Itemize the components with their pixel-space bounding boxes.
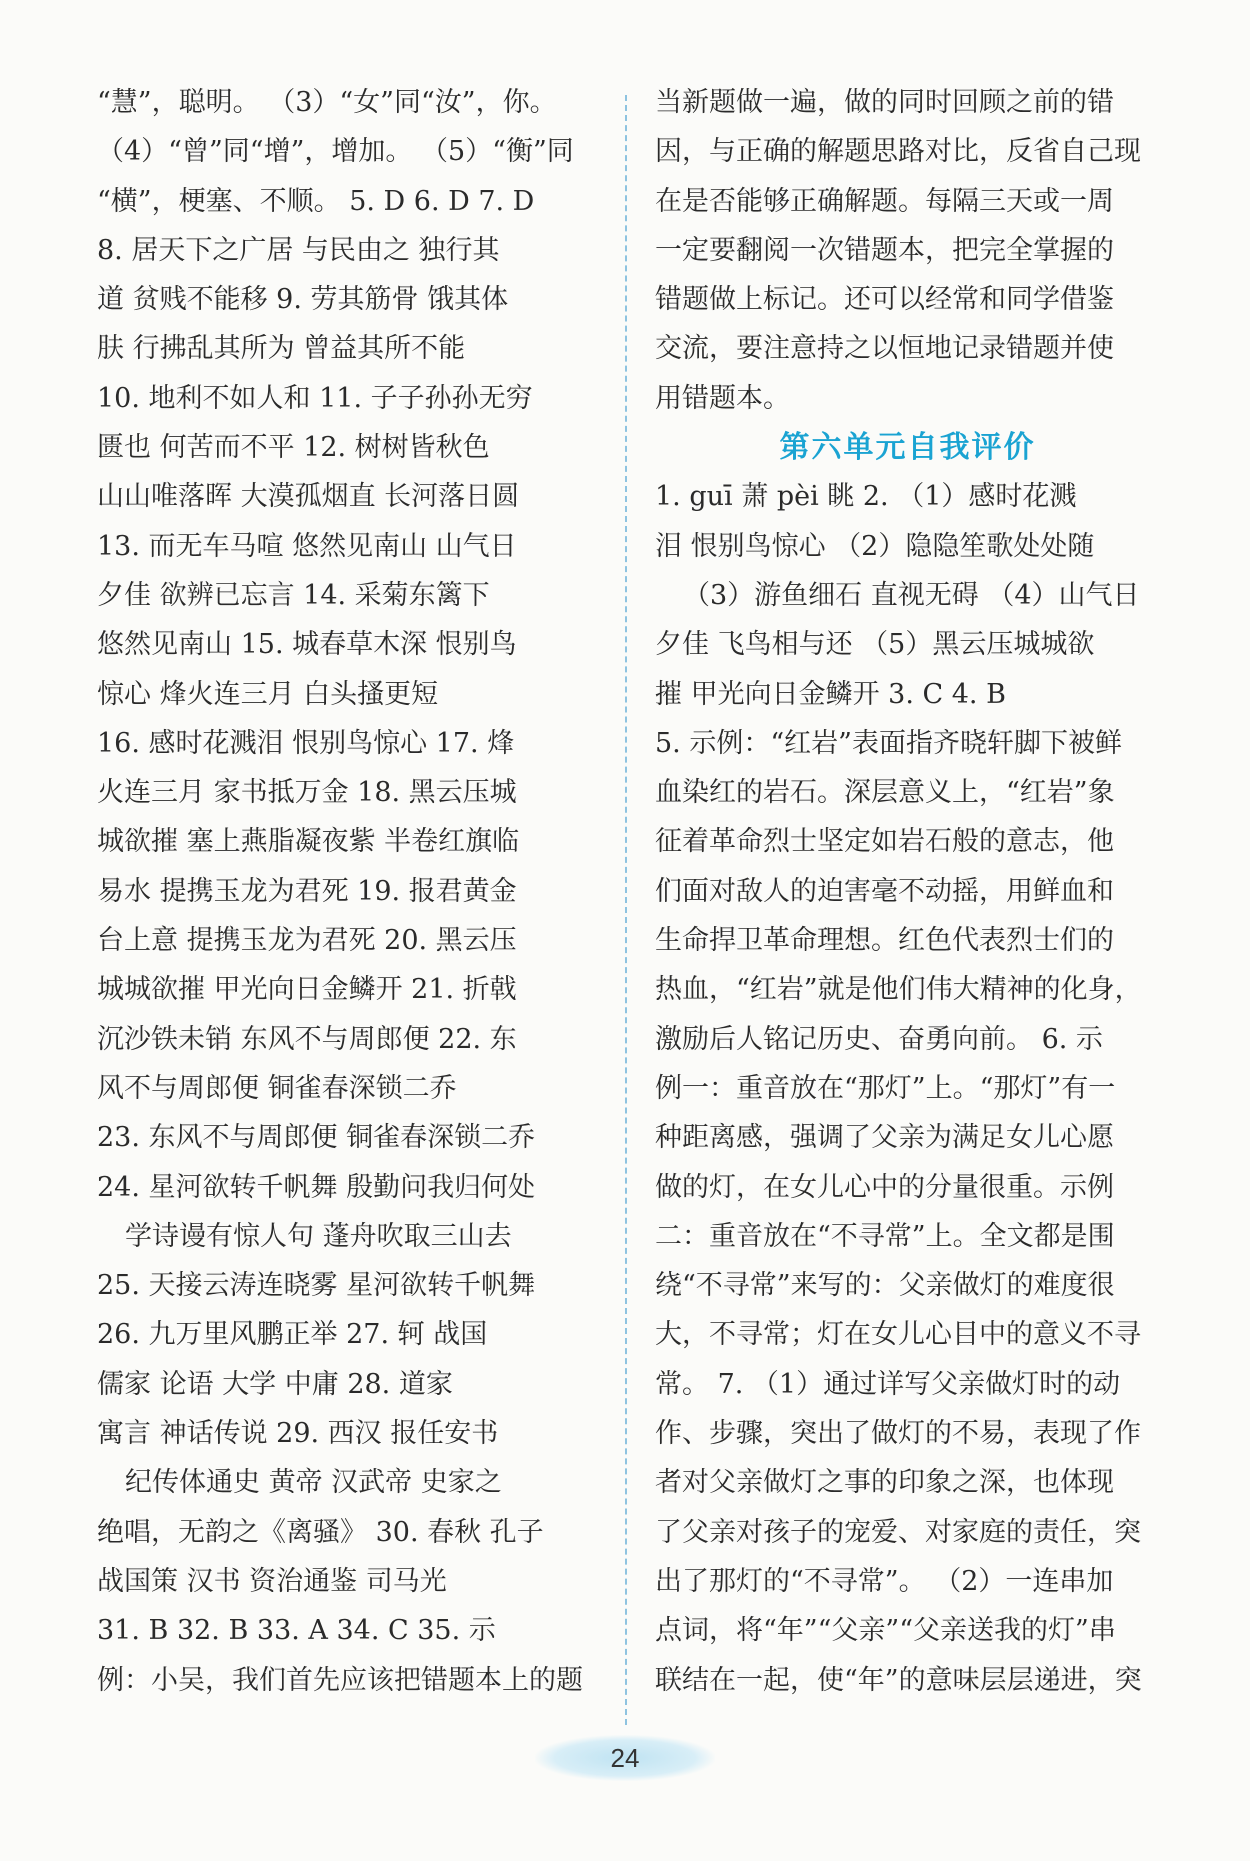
text-line: （4）“曾”同“增”，增加。 （5）“衡”同 [97, 136, 574, 168]
text-line: 联结在一起，使“年”的意味层层递进，突 [655, 1664, 1142, 1696]
text-line: 一定要翻阅一次错题本，把完全掌握的 [655, 234, 1114, 266]
text-line: 夕佳 飞鸟相与还 （5）黑云压城城欲 [655, 629, 1095, 661]
text-line: 做的灯，在女儿心中的分量很重。示例 [655, 1171, 1114, 1203]
text-line: 在是否能够正确解题。每隔三天或一周 [655, 185, 1114, 217]
text-line: 绝唱，无韵之《离骚》 30. 春秋 孔子 [97, 1516, 544, 1548]
text-line: 二：重音放在“不寻常”上。全文都是围 [655, 1220, 1115, 1252]
text-line: 例：小吴，我们首先应该把错题本上的题 [97, 1664, 583, 1696]
text-line: 儒家 论语 大学 中庸 28. 道家 [97, 1368, 453, 1400]
right-column-top-block [655, 78, 1160, 423]
left-text-column [97, 78, 602, 1705]
text-line: （3）游鱼细石 直视无碍 （4）山气日 [683, 579, 1140, 611]
text-line: 泪 恨别鸟惊心 （2）隐隐笙歌处处随 [655, 530, 1095, 562]
text-line: 夕佳 欲辨已忘言 14. 采菊东篱下 [97, 579, 490, 611]
text-line: 绕“不寻常”来写的：父亲做灯的难度很 [655, 1270, 1115, 1302]
text-line: 匮也 何苦而不平 12. 树树皆秋色 [97, 432, 490, 464]
text-line: 山山唯落晖 大漠孤烟直 长河落日圆 [97, 481, 520, 513]
text-line: 当新题做一遍，做的同时回顾之前的错 [655, 87, 1114, 118]
text-line: 了父亲对孩子的宠爱、对家庭的责任，突 [655, 1516, 1141, 1548]
text-line: 13. 而无车马喧 悠然见南山 山气日 [97, 530, 517, 562]
text-line: “慧”，聪明。 （3）“女”同“汝”，你。 [97, 87, 557, 118]
text-line: 们面对敌人的迫害毫不动摇，用鲜血和 [655, 875, 1114, 907]
text-line: 热血，“红岩”就是他们伟大精神的化身， [655, 974, 1142, 1006]
text-line: 作、步骤，突出了做灯的不易，表现了作 [655, 1418, 1141, 1450]
text-line: 点词，将“年”“父亲”“父亲送我的灯”串 [655, 1615, 1116, 1647]
text-line: 道 贫贱不能移 9. 劳其筋骨 饿其体 [97, 284, 509, 316]
text-line: 种距离感，强调了父亲为满足女儿心愿 [655, 1122, 1114, 1154]
text-line: 易水 提携玉龙为君死 19. 报君黄金 [97, 875, 517, 907]
text-line: 战国策 汉书 资治通鉴 司马光 [97, 1565, 447, 1597]
text-line: 10. 地利不如人和 11. 子子孙孙无穷 [97, 382, 533, 414]
text-line: 错题做上标记。还可以经常和同学借鉴 [655, 284, 1114, 316]
text-line: 风不与周郎便 铜雀春深锁二乔 [97, 1072, 457, 1104]
text-line: 24. 星河欲转千帆舞 殷勤问我归何处 [97, 1171, 536, 1203]
text-line: 出了那灯的“不寻常”。 （2）一连串加 [655, 1565, 1114, 1597]
text-line: 台上意 提携玉龙为君死 20. 黑云压 [97, 925, 517, 957]
text-line: 1. guī 萧 pèi 眺 2. （1）感时花溅 [655, 481, 1077, 513]
text-line: 血染红的岩石。深层意义上，“红岩”象 [655, 777, 1115, 809]
text-line: 征着革命烈士坚定如岩石般的意志，他 [655, 826, 1114, 858]
text-line: 16. 感时花溅泪 恨别鸟惊心 17. 烽 [97, 727, 515, 759]
right-column-bottom-block [655, 472, 1160, 1704]
text-line: 25. 天接云涛连晓雾 星河欲转千帆舞 [97, 1270, 536, 1302]
text-line: 摧 甲光向日金鳞开 3. C 4. B [655, 678, 1006, 710]
text-line: 沉沙铁未销 东风不与周郎便 22. 东 [97, 1023, 517, 1055]
text-line: 26. 九万里风鹏正举 27. 轲 战国 [97, 1319, 488, 1351]
text-line: 生命捍卫革命理想。红色代表烈士们的 [655, 925, 1114, 957]
text-line: 者对父亲做灯之事的印象之深，也体现 [655, 1467, 1114, 1499]
text-line: 5. 示例：“红岩”表面指齐晓轩脚下被鲜 [655, 727, 1122, 759]
text-line: 用错题本。 [655, 382, 790, 414]
text-line: “横”，梗塞、不顺。 5. D 6. D 7. D [97, 185, 535, 217]
text-line: 8. 居天下之广居 与民由之 独行其 [97, 234, 500, 266]
text-line: 寓言 神话传说 29. 西汉 报任安书 [97, 1418, 499, 1450]
text-line: 因，与正确的解题思路对比，反省自己现 [655, 136, 1141, 168]
text-line: 31. B 32. B 33. A 34. C 35. 示 [97, 1615, 496, 1647]
text-line: 例一：重音放在“那灯”上。“那灯”有一 [655, 1072, 1116, 1104]
text-line: 火连三月 家书抵万金 18. 黑云压城 [97, 777, 517, 809]
text-line: 肤 行拂乱其所为 曾益其所不能 [97, 333, 466, 365]
section-title: 第六单元自我评价 [779, 430, 1036, 466]
text-line: 学诗谩有惊人句 蓬舟吹取三山去 [125, 1220, 512, 1252]
page-number: 24 [535, 1735, 715, 1781]
column-divider [625, 95, 627, 1725]
text-line: 激励后人铭记历史、奋勇向前。 6. 示 [655, 1023, 1103, 1055]
right-text-column [655, 78, 1160, 1705]
text-line: 惊心 烽火连三月 白头搔更短 [97, 678, 439, 710]
text-line: 纪传体通史 黄帝 汉武帝 史家之 [125, 1467, 502, 1499]
text-line: 23. 东风不与周郎便 铜雀春深锁二乔 [97, 1122, 536, 1154]
text-line: 常。 7. （1）通过详写父亲做灯时的动 [655, 1368, 1121, 1400]
text-line: 城欲摧 塞上燕脂凝夜紫 半卷红旗临 [97, 826, 520, 858]
text-line: 悠然见南山 15. 城春草木深 恨别鸟 [97, 629, 517, 661]
text-line: 大，不寻常；灯在女儿心目中的意义不寻 [655, 1319, 1141, 1351]
text-line: 交流，要注意持之以恒地记录错题并使 [655, 333, 1114, 365]
text-line: 城城欲摧 甲光向日金鳞开 21. 折戟 [97, 974, 517, 1006]
